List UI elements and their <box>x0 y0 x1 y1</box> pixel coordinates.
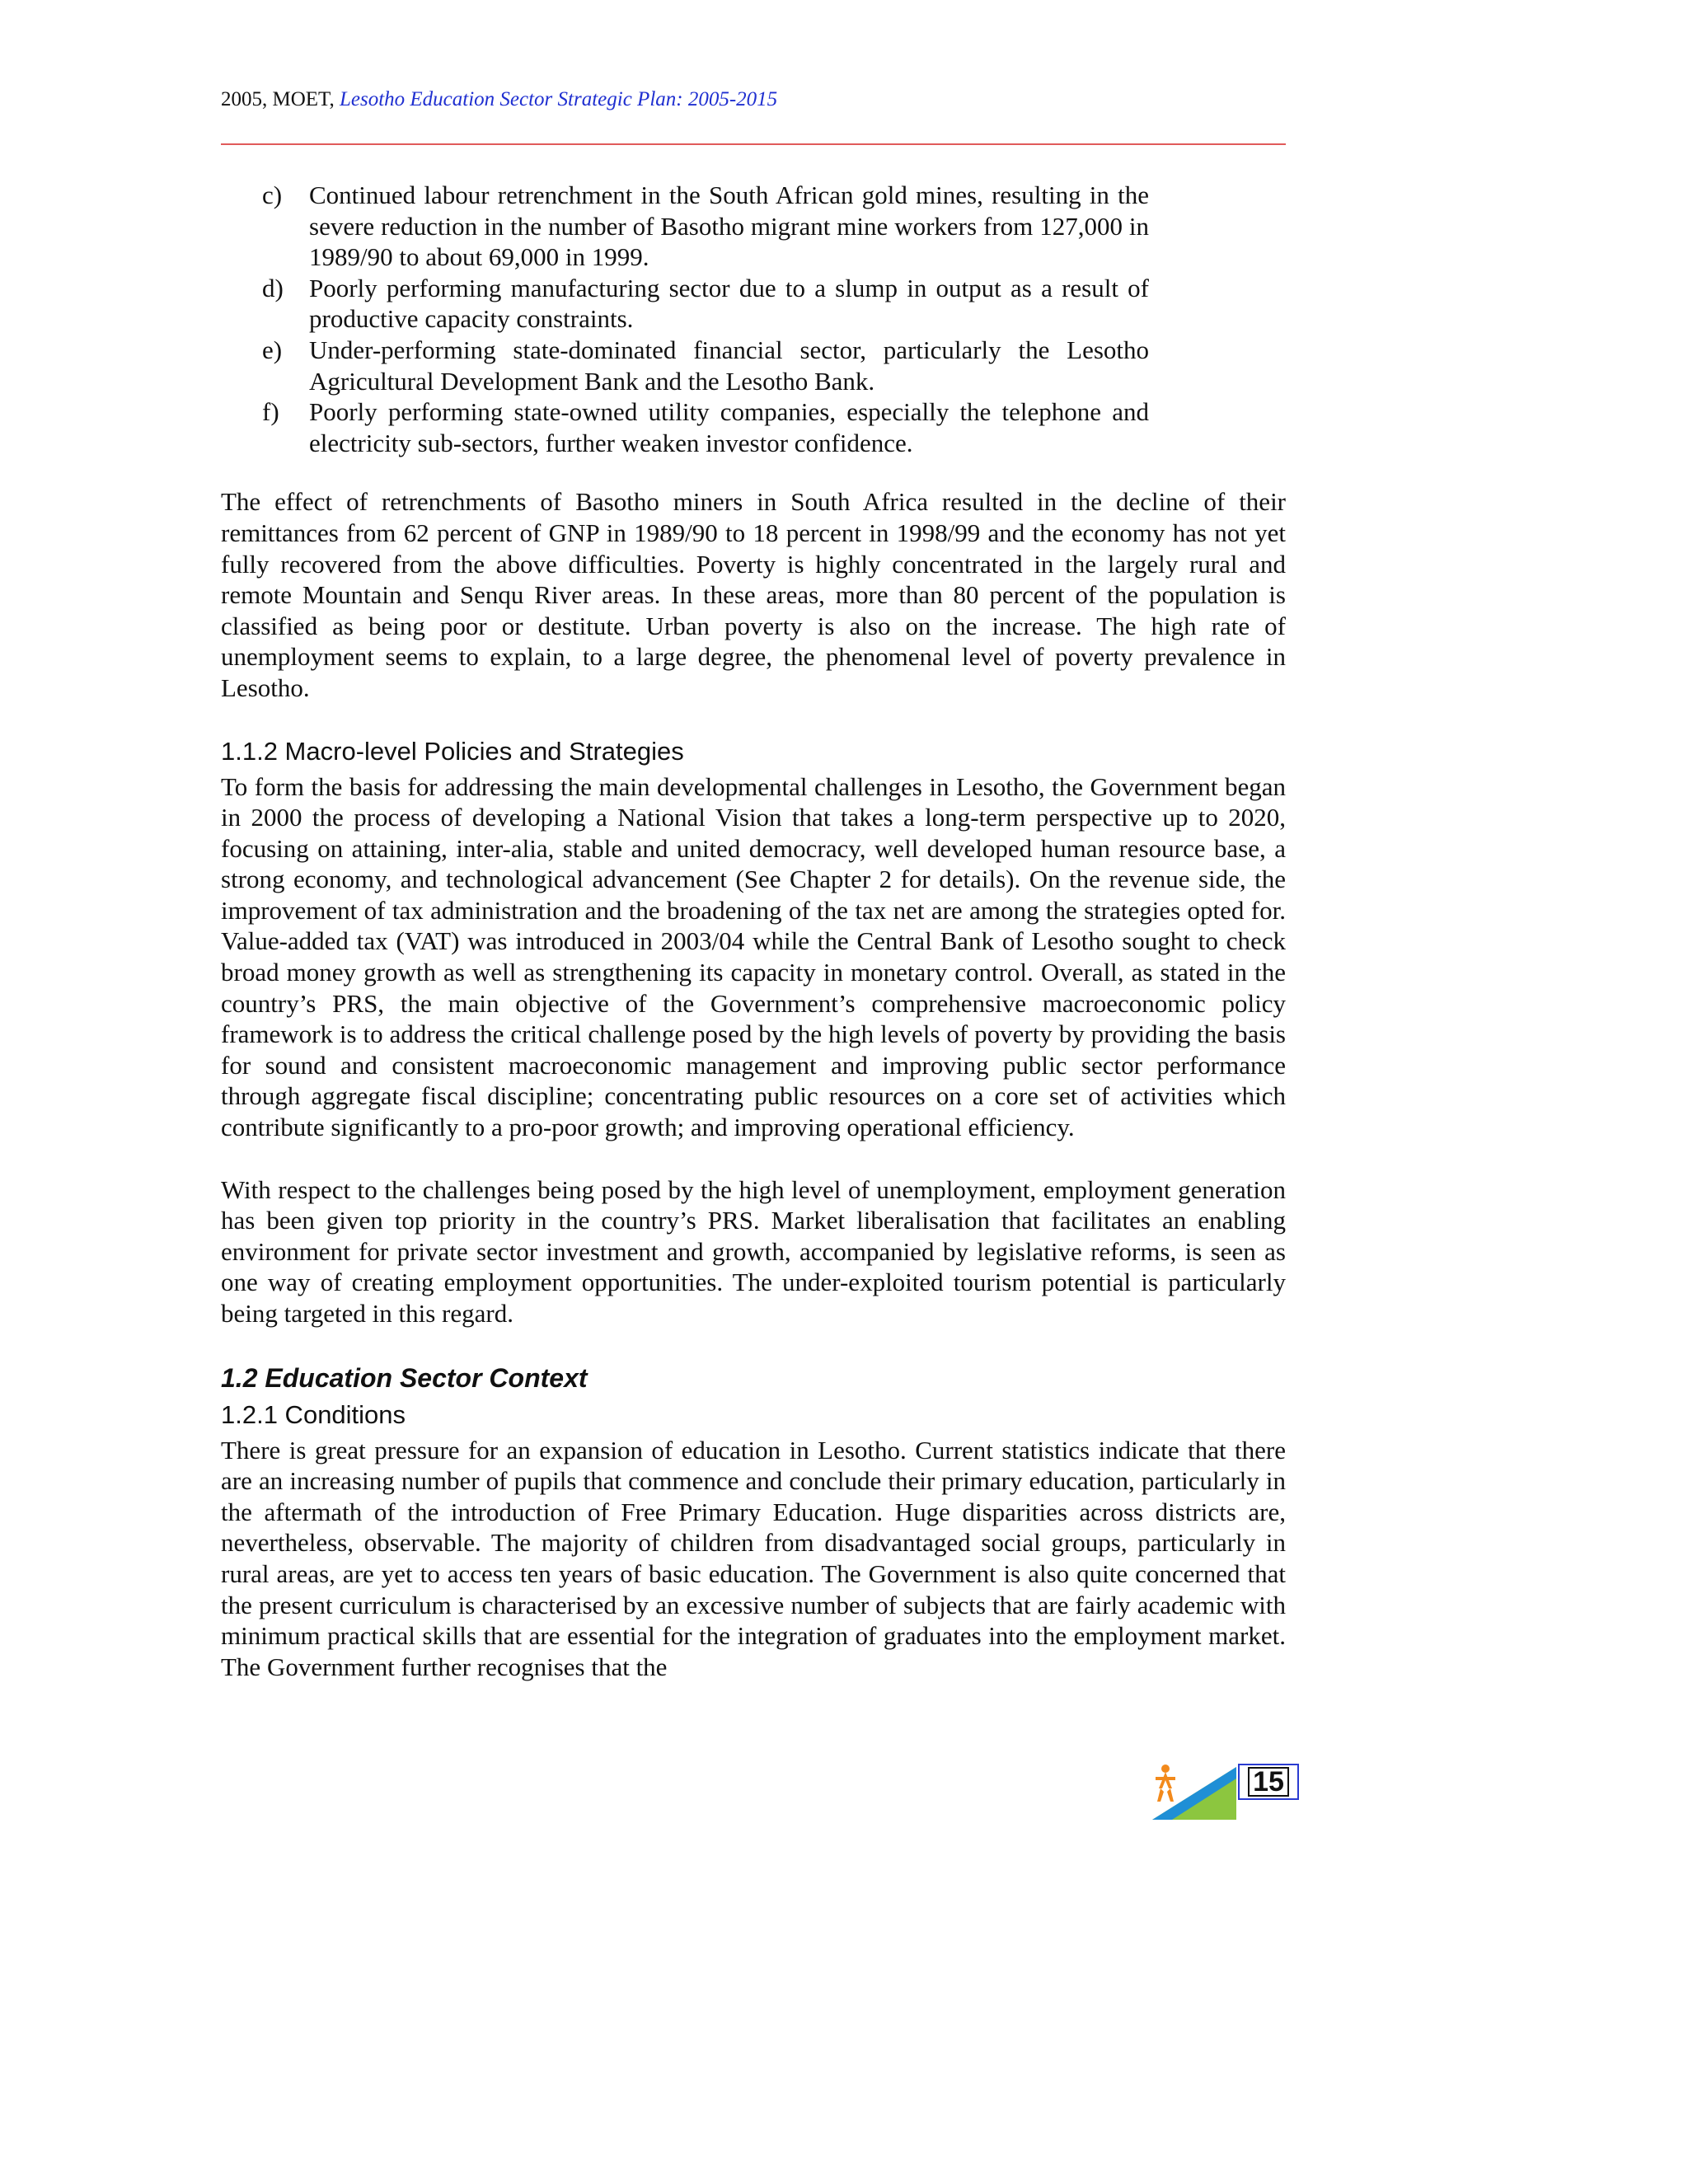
page-number-box <box>1238 1764 1299 1800</box>
list-item-text: Poorly performing manufacturing sector due to a slump in output as a result of productive capacity constraints. <box>309 273 1149 334</box>
list-marker: e) <box>262 335 283 364</box>
paragraph-education-conditions: There is great pressure for an expansion of education in Lesotho. Current statistics indicate that there are an increasing number of pupils that commence and conclude their primary education, particularly in the aftermath of the introduction of Free Primary Education. Huge disparities across districts are, nevertheless, observable. The majority of children from disadvantaged social groups, particularly in rural areas, are yet to access ten years of basic education. The Government is also quite concerned that the present curriculum is characterised by an excessive number of subjects that are fairly academic with minimum practical skills that are essential for the integration of graduates into the employment market. The Government further recognises that the <box>221 1435 1286 1681</box>
list-item <box>262 273 1149 335</box>
list-item <box>262 396 1149 458</box>
header-prefix: 2005, MOET, <box>221 88 340 110</box>
section-heading-1-1-2: 1.1.2 Macro-level Policies and Strategies <box>221 736 684 766</box>
problem-list <box>262 180 1149 458</box>
paragraph-retrenchment-effect: The effect of retrenchments of Basotho miners in South Africa resulted in the decline of their remittances from 62 percent of GNP in 1989/90 to 18 percent in 1998/99 and the economy has not yet fully recovered from the above difficulties. Poverty is highly concentrated in the largely rural and remote Mountain and Senqu River areas. In these areas, more than 80 percent of the population is classified as being poor or destitute. Urban poverty is also on the increase. The high rate of unemployment seems to explain, to a large degree, the phenomenal level of poverty prevalence in Lesotho. <box>221 487 1286 702</box>
header-rule <box>221 143 1286 145</box>
header-title: Lesotho Education Sector Strategic Plan: 2005-2015 <box>339 88 778 110</box>
list-item-text: Continued labour retrenchment in the South African gold mines, resulting in the severe reduction in the number of Basotho migrant mine workers from 127,000 in 1989/90 to about 69,000 in 1999. <box>309 180 1149 272</box>
page-number: 15 <box>1248 1767 1289 1797</box>
list-marker: f) <box>262 397 279 427</box>
section-heading-1-2: 1.2 Education Sector Context <box>221 1362 588 1393</box>
section-heading-1-2-1: 1.2.1 Conditions <box>221 1399 406 1429</box>
list-marker: d) <box>262 273 284 302</box>
list-marker: c) <box>262 180 283 209</box>
paragraph-national-vision: To form the basis for addressing the main developmental challenges in Lesotho, the Government began in 2000 the process of developing a National Vision that takes a long-term perspective up to 2020, focusing on attaining, inter-alia, stable and united democracy, well developed human resource base, a strong economy, and technological advancement (See Chapter 2 for details). On the revenue side, the improvement of tax administration and the broadening of the tax net are among the strategies opted for. Value-added tax (VAT) was introduced in 2003/04 while the Central Bank of Lesotho sought to check broad money growth as well as strengthening its capacity in monetary control. Overall, as stated in the country’s PRS, the main objective of the Government’s comprehensive macroeconomic policy framework is to address the critical challenge posed by the high levels of poverty by providing the basis for sound and consistent macroeconomic management and improving public sector performance through aggregate fiscal discipline; concentrating public resources on a core set of activities which contribute significantly to a pro-poor growth; and improving operational efficiency. <box>221 771 1286 1142</box>
list-item <box>262 335 1149 396</box>
moet-logo-icon <box>1151 1760 1236 1821</box>
paragraph-employment: With respect to the challenges being posed by the high level of unemployment, employment generation has been given top priority in the country’s PRS. Market liberalisation that facilitates an enabling environment for private sector investment and growth, accompanied by legislative reforms, is seen as one way of creating employment opportunities. The under-exploited tourism potential is particularly being targeted in this regard. <box>221 1174 1286 1328</box>
list-item-text: Poorly performing state-owned utility companies, especially the telephone and electricity sub-sectors, further weaken investor confidence. <box>309 397 1149 457</box>
list-item-text: Under-performing state-dominated financial sector, particularly the Lesotho Agricultural Development Bank and the Lesotho Bank. <box>309 335 1149 396</box>
list-item <box>262 180 1149 273</box>
page-content <box>221 180 1286 1682</box>
running-header <box>221 86 777 114</box>
